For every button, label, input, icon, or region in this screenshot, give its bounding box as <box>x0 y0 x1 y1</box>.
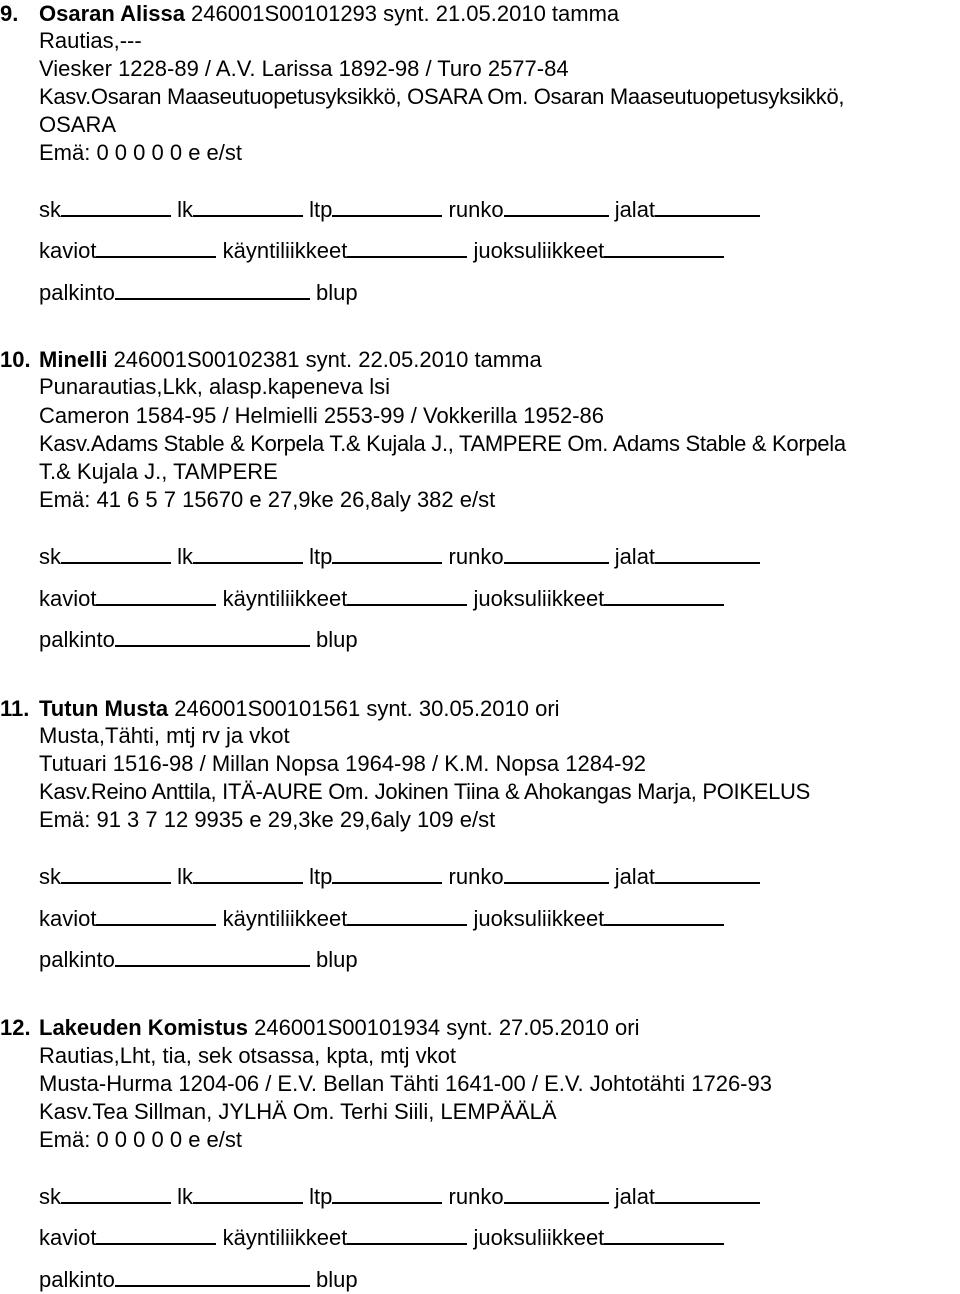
registration-info: 246001S00101934 synt. 27.05.2010 ori <box>248 1015 640 1040</box>
lk-label: lk <box>177 544 194 569</box>
entry-header <box>39 1014 639 1042</box>
score-row-2 <box>39 584 724 613</box>
ltp-field[interactable] <box>332 862 442 884</box>
kaviot-field[interactable] <box>96 904 216 926</box>
kaviot-label: kaviot <box>39 586 97 611</box>
jalat-label: jalat <box>614 1184 656 1209</box>
sk-field[interactable] <box>61 862 171 884</box>
score-row-1 <box>39 542 760 571</box>
horse-name: Lakeuden Komistus <box>39 1015 249 1040</box>
runko-label: runko <box>448 544 504 569</box>
horse-name: Minelli <box>39 347 108 372</box>
score-row-2 <box>39 904 724 933</box>
entry-breeder-owner: Kasv.Osaran Maaseutuopetusyksikkö, OSARA Om. Osaran Maaseutuopetusyksikkö, <box>39 84 845 109</box>
sk-field[interactable] <box>61 1182 171 1204</box>
ltp-label: ltp <box>309 544 333 569</box>
registration-info: 246001S00101293 synt. 21.05.2010 tamma <box>184 1 620 26</box>
juoksuliikkeet-field[interactable] <box>604 904 724 926</box>
entry-dam-info: Emä: 0 0 0 0 0 e e/st <box>39 140 243 165</box>
blup-label: blup <box>315 1267 358 1292</box>
runko-field[interactable] <box>504 542 609 564</box>
palkinto-label: palkinto <box>39 280 115 305</box>
horse-name: Tutun Musta <box>39 696 169 721</box>
sk-field[interactable] <box>61 542 171 564</box>
score-row-2 <box>39 1223 724 1252</box>
palkinto-label: palkinto <box>39 627 115 652</box>
lk-label: lk <box>177 864 194 889</box>
blup-label: blup <box>315 627 358 652</box>
entry-pedigree: Cameron 1584-95 / Helmielli 2553-99 / Vokkerilla 1952-86 <box>39 403 604 428</box>
entry-pedigree: Viesker 1228-89 / A.V. Larissa 1892-98 / Turo 2577-84 <box>39 56 569 81</box>
jalat-field[interactable] <box>655 862 760 884</box>
runko-label: runko <box>448 197 504 222</box>
sk-label: sk <box>39 1184 61 1209</box>
entry-breeder-owner: Kasv.Reino Anttila, ITÄ-AURE Om. Jokinen Tiina & Ahokangas Marja, POIKELUS <box>39 779 810 804</box>
palkinto-field[interactable] <box>115 1265 310 1287</box>
entry-color: Musta,Tähti, mtj rv ja vkot <box>39 723 290 748</box>
kayntiliikkeet-field[interactable] <box>347 904 467 926</box>
registration-info: 246001S00102381 synt. 22.05.2010 tamma <box>107 347 542 372</box>
score-row-1 <box>39 1182 760 1211</box>
juoksuliikkeet-label: juoksuliikkeet <box>473 1225 605 1250</box>
lk-field[interactable] <box>193 195 303 217</box>
entry-dam-info: Emä: 91 3 7 12 9935 e 29,3ke 29,6aly 109 e/st <box>39 807 496 832</box>
kayntiliikkeet-label: käyntiliikkeet <box>222 1225 348 1250</box>
kayntiliikkeet-field[interactable] <box>347 236 467 258</box>
palkinto-label: palkinto <box>39 1267 115 1292</box>
entry-number: 10. <box>0 347 31 372</box>
jalat-field[interactable] <box>655 1182 760 1204</box>
ltp-label: ltp <box>309 1184 333 1209</box>
lk-label: lk <box>177 1184 194 1209</box>
entry-header <box>39 0 619 28</box>
ltp-field[interactable] <box>332 542 442 564</box>
ltp-label: ltp <box>309 864 333 889</box>
entry-color: Punarautias,Lkk, alasp.kapeneva lsi <box>39 374 390 399</box>
jalat-field[interactable] <box>655 542 760 564</box>
entry-breeder-owner-cont: OSARA <box>39 112 117 137</box>
blup-label: blup <box>315 947 358 972</box>
jalat-label: jalat <box>614 197 656 222</box>
kaviot-label: kaviot <box>39 906 97 931</box>
sk-label: sk <box>39 197 61 222</box>
kaviot-label: kaviot <box>39 238 97 263</box>
kaviot-label: kaviot <box>39 1225 97 1250</box>
score-row-3 <box>39 625 358 654</box>
ltp-field[interactable] <box>332 1182 442 1204</box>
entry-number: 11. <box>0 696 30 721</box>
entry-breeder-owner: Kasv.Tea Sillman, JYLHÄ Om. Terhi Siili, LEMPÄÄLÄ <box>39 1099 557 1124</box>
entry-dam-info: Emä: 0 0 0 0 0 e e/st <box>39 1127 243 1152</box>
entry-header <box>39 346 542 374</box>
runko-label: runko <box>448 864 504 889</box>
entry-color: Rautias,--- <box>39 28 142 53</box>
entry-number: 12. <box>0 1015 31 1040</box>
lk-field[interactable] <box>193 542 303 564</box>
kaviot-field[interactable] <box>96 236 216 258</box>
score-row-3 <box>39 945 358 974</box>
entry-header <box>39 695 560 723</box>
runko-field[interactable] <box>504 1182 609 1204</box>
ltp-label: ltp <box>309 197 333 222</box>
jalat-label: jalat <box>614 864 656 889</box>
kaviot-field[interactable] <box>96 1223 216 1245</box>
juoksuliikkeet-label: juoksuliikkeet <box>473 586 605 611</box>
runko-field[interactable] <box>504 862 609 884</box>
jalat-field[interactable] <box>655 195 760 217</box>
palkinto-field[interactable] <box>115 278 310 300</box>
entry-dam-info: Emä: 41 6 5 7 15670 e 27,9ke 26,8aly 382 e/st <box>39 487 496 512</box>
juoksuliikkeet-field[interactable] <box>604 236 724 258</box>
entry-pedigree: Tutuari 1516-98 / Millan Nopsa 1964-98 / K.M. Nopsa 1284-92 <box>39 751 646 776</box>
juoksuliikkeet-label: juoksuliikkeet <box>473 238 605 263</box>
runko-label: runko <box>448 1184 504 1209</box>
entry-breeder-owner: Kasv.Adams Stable & Korpela T.& Kujala J., TAMPERE Om. Adams Stable & Korpela <box>39 431 846 456</box>
juoksuliikkeet-field[interactable] <box>604 584 724 606</box>
score-row-1 <box>39 195 760 224</box>
ltp-field[interactable] <box>332 195 442 217</box>
kayntiliikkeet-field[interactable] <box>347 584 467 606</box>
score-row-2 <box>39 236 724 265</box>
kayntiliikkeet-label: käyntiliikkeet <box>222 906 348 931</box>
entry-number: 9. <box>0 1 19 26</box>
kaviot-field[interactable] <box>96 584 216 606</box>
score-row-1 <box>39 862 760 891</box>
sk-label: sk <box>39 544 61 569</box>
kayntiliikkeet-label: käyntiliikkeet <box>222 586 348 611</box>
palkinto-label: palkinto <box>39 947 115 972</box>
score-row-3 <box>39 1265 358 1294</box>
sk-field[interactable] <box>61 195 171 217</box>
juoksuliikkeet-field[interactable] <box>604 1223 724 1245</box>
juoksuliikkeet-label: juoksuliikkeet <box>473 906 605 931</box>
horse-name: Osaran Alissa <box>39 1 185 26</box>
blup-label: blup <box>315 280 358 305</box>
runko-field[interactable] <box>504 195 609 217</box>
score-row-3 <box>39 278 358 307</box>
palkinto-field[interactable] <box>115 625 310 647</box>
lk-field[interactable] <box>193 1182 303 1204</box>
kayntiliikkeet-label: käyntiliikkeet <box>222 238 348 263</box>
lk-label: lk <box>177 197 194 222</box>
entry-breeder-owner-cont: T.& Kujala J., TAMPERE <box>39 459 278 484</box>
sk-label: sk <box>39 864 61 889</box>
registration-info: 246001S00101561 synt. 30.05.2010 ori <box>168 696 560 721</box>
kayntiliikkeet-field[interactable] <box>347 1223 467 1245</box>
entry-color: Rautias,Lht, tia, sek otsassa, kpta, mtj vkot <box>39 1043 456 1068</box>
entry-pedigree: Musta-Hurma 1204-06 / E.V. Bellan Tähti 1641-00 / E.V. Johtotähti 1726-93 <box>39 1071 772 1096</box>
palkinto-field[interactable] <box>115 945 310 967</box>
jalat-label: jalat <box>614 544 656 569</box>
lk-field[interactable] <box>193 862 303 884</box>
